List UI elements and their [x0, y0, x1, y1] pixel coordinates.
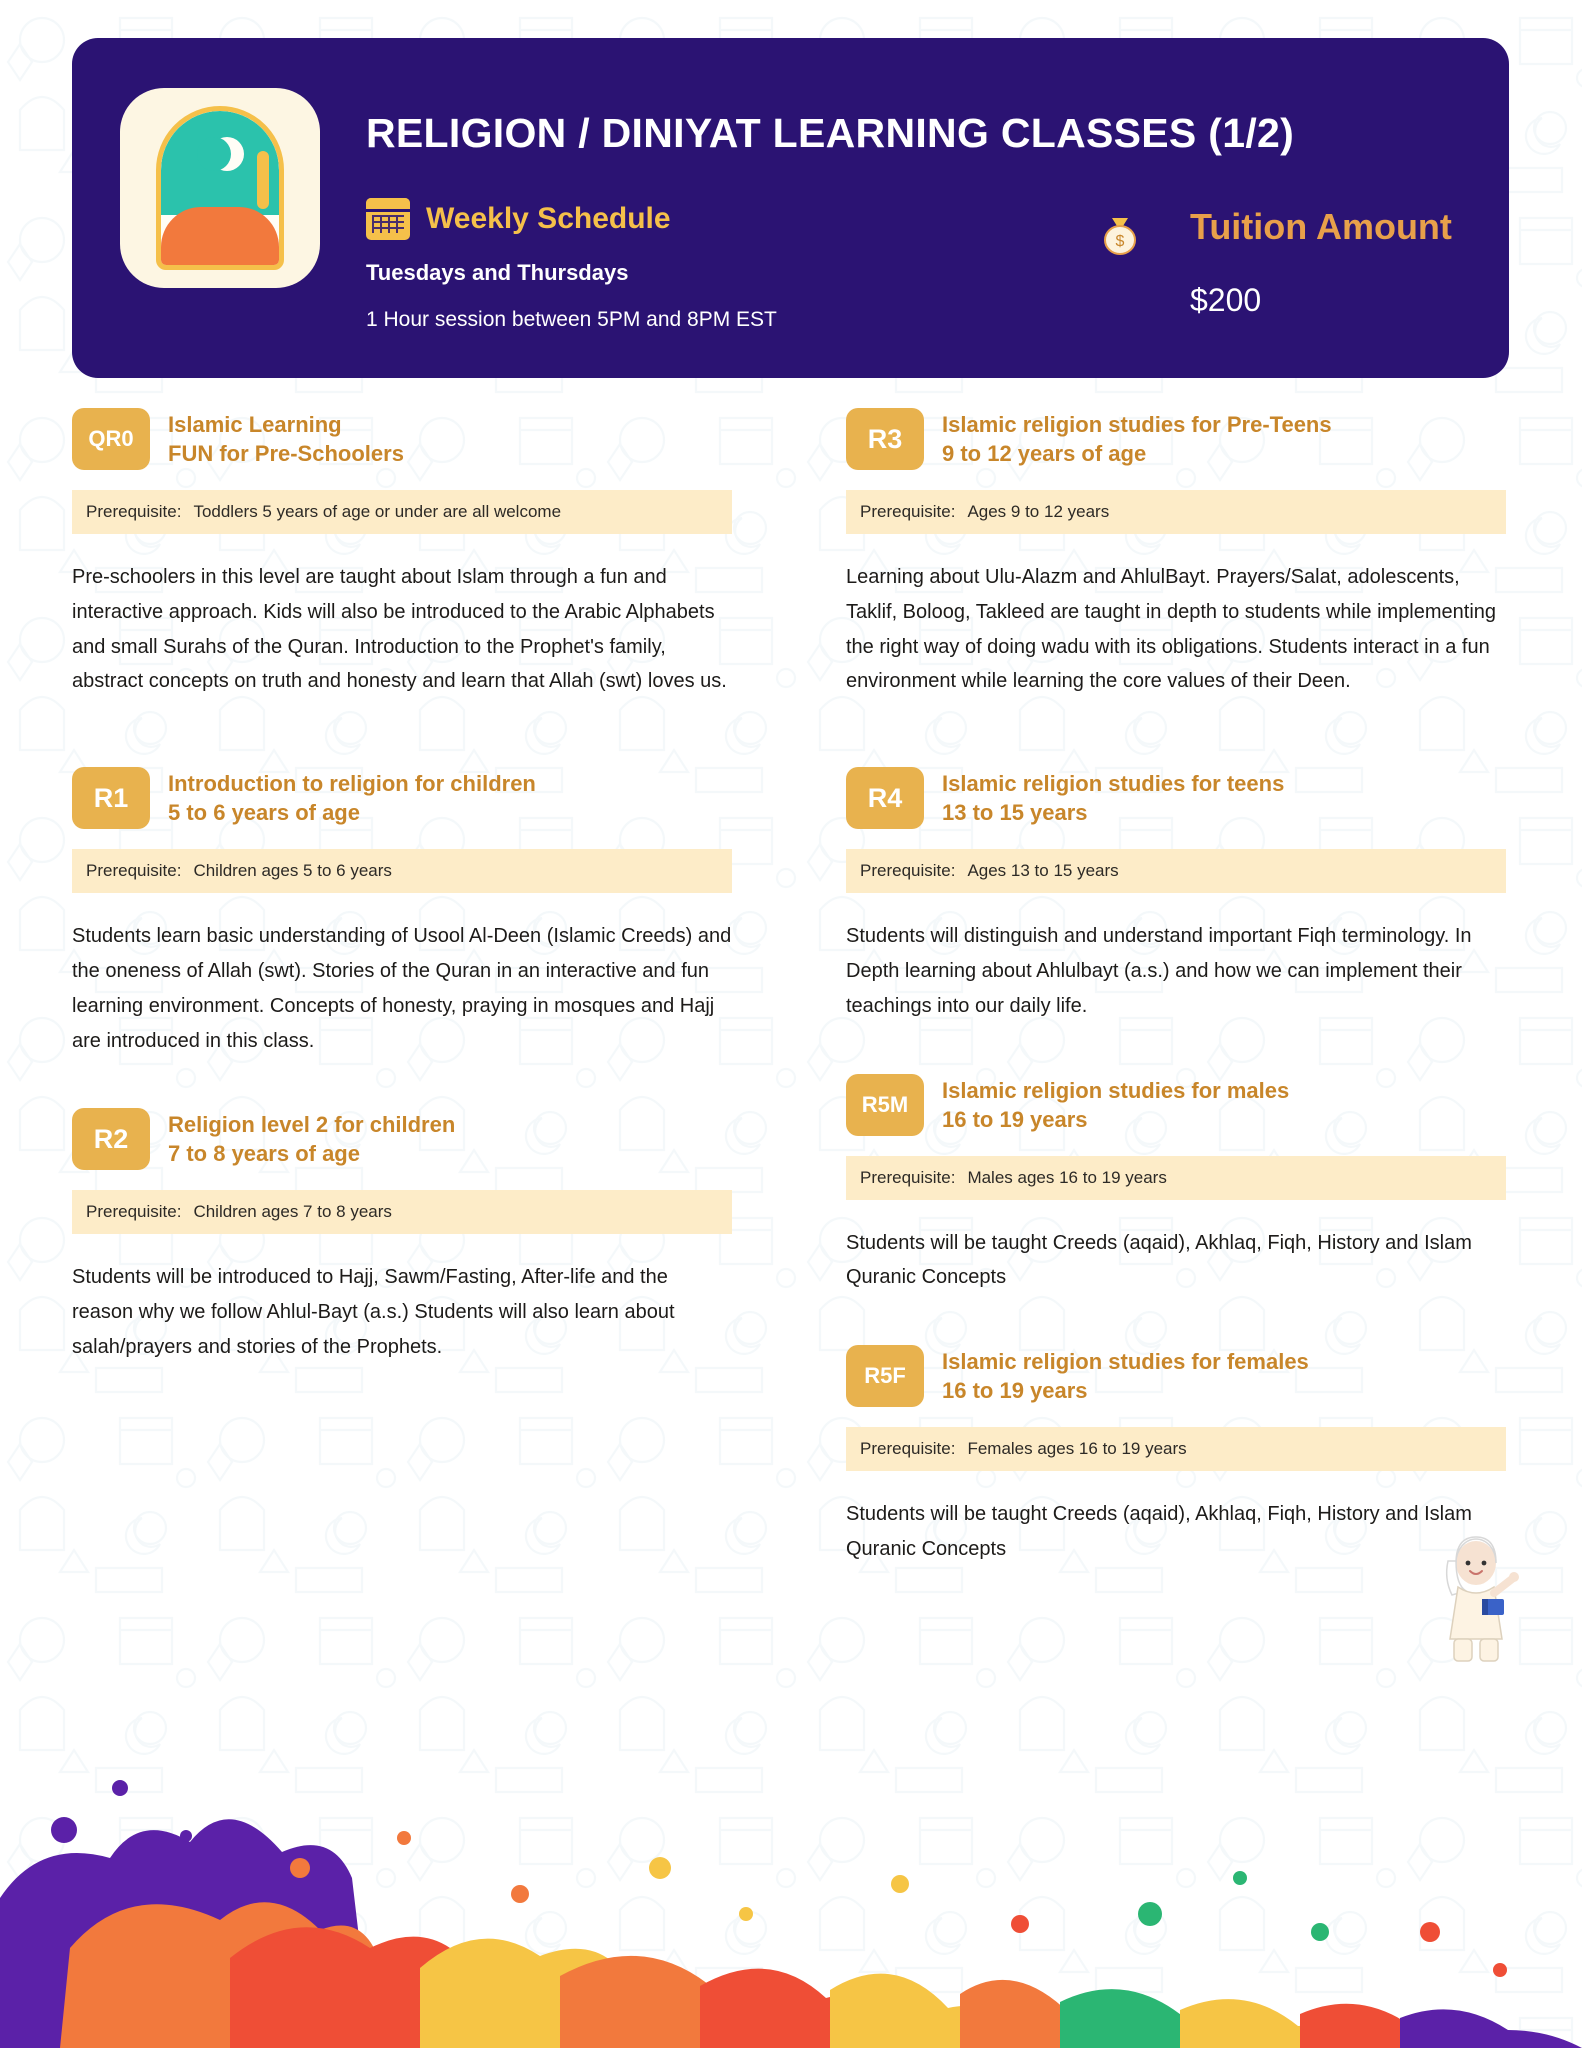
course-description: Pre-schoolers in this level are taught about Islam through a fun and interactive approach. Kids will also be introduced to the Arabic Alphabets and small Surahs of the Quran. Introduction to the Prophet's family, abstract concepts on truth and honesty and learn that Allah (swt) loves us. [72, 566, 727, 693]
svg-text:$: $ [1115, 233, 1125, 250]
prerequisite-bar [846, 849, 1506, 893]
course-titles [942, 767, 1284, 827]
course-header [846, 767, 1506, 829]
prerequisite-bar [846, 1427, 1506, 1471]
course-title-line1: Islamic religion studies for Pre-Teens [942, 412, 1332, 437]
course-title-line1: Islamic religion studies for teens [942, 771, 1285, 797]
course-code-badge: R5F [846, 1345, 924, 1407]
course-card-r4 [846, 767, 1506, 1023]
course-title-line2: 13 to 15 years [942, 800, 1088, 826]
course-title-line2: FUN for Pre-Schoolers [168, 441, 404, 467]
calendar-icon [366, 198, 410, 240]
prerequisite-value: Ages 9 to 12 years [967, 502, 1110, 521]
course-title-line1: Introduction to religion for children [168, 771, 536, 797]
schedule-days: Tuesdays and Thursdays [366, 260, 629, 285]
prerequisite-label: Prerequisite: [860, 1439, 956, 1459]
course-title-line1: Islamic religion studies for males [942, 1077, 1290, 1103]
prerequisite-bar [72, 1190, 732, 1234]
course-code-badge: R2 [72, 1108, 150, 1170]
course-header [72, 408, 732, 470]
paint-splatter-footer [0, 1718, 1582, 2048]
prerequisite-label: Prerequisite: [860, 861, 956, 881]
course-card-r5f [846, 1345, 1506, 1567]
course-titles [168, 1108, 455, 1168]
right-column [846, 408, 1506, 1577]
course-titles [942, 408, 1332, 468]
prerequisite-bar [846, 490, 1506, 534]
course-title-line1: Religion level 2 for children [168, 1112, 456, 1138]
prerequisite-label: Prerequisite: [86, 861, 182, 881]
prerequisite-label: Prerequisite: [860, 502, 956, 521]
course-titles [168, 767, 536, 827]
course-code-badge: R1 [72, 767, 150, 829]
course-code-badge: QR0 [72, 408, 150, 470]
prerequisite-value: Ages 13 to 15 years [967, 861, 1119, 881]
money-bag-icon [1094, 206, 1146, 258]
prerequisite-value: Toddlers 5 years of age or under are all welcome [193, 502, 562, 521]
course-titles [168, 408, 404, 468]
tuition-label: Tuition Amount [1190, 206, 1452, 247]
course-description: Students will be taught Creeds (aqaid), Akhlaq, Fiqh, History and Islam Quranic Concepts [846, 1231, 1472, 1289]
prerequisite-label: Prerequisite: [860, 1167, 956, 1187]
student-illustration [1428, 1533, 1524, 1669]
prerequisite-label: Prerequisite: [86, 1202, 182, 1222]
course-code-badge: R4 [846, 767, 924, 829]
course-card-qr0 [72, 408, 732, 699]
course-code-badge: R3 [846, 408, 924, 470]
schedule-label: Weekly Schedule [426, 202, 671, 235]
prerequisite-value: Females ages 16 to 19 years [967, 1439, 1187, 1459]
course-title-line2: 9 to 12 years of age [942, 441, 1147, 467]
course-title-line1: Islamic Learning [168, 412, 342, 437]
course-titles [942, 1345, 1309, 1405]
course-title-line2: 7 to 8 years of age [168, 1141, 360, 1167]
schedule-heading [366, 198, 671, 240]
header-banner [72, 38, 1509, 378]
course-header [72, 1108, 732, 1170]
course-card-r5m [846, 1074, 1506, 1296]
course-description: Learning about Ulu-Alazm and AhlulBayt. Prayers/Salat, adolescents, Taklif, Boloog, Takleed are taught in depth to students while implementing the right way of doing wadu with its obligations. Students interact in a fun environment while learning the core values of their Deen. [846, 566, 1497, 693]
course-title-line2: 5 to 6 years of age [168, 800, 360, 826]
course-title-line2: 16 to 19 years [942, 1106, 1088, 1132]
course-header [72, 767, 732, 829]
course-description: Students will distinguish and understand important Fiqh terminology. In Depth learning about Ahlulbayt (a.s.) and how we can implement their teachings into our daily life. [846, 925, 1472, 1017]
tuition-amount: $200 [1190, 282, 1262, 318]
prerequisite-label: Prerequisite: [86, 502, 182, 521]
prerequisite-bar [846, 1156, 1506, 1200]
prerequisite-value: Children ages 7 to 8 years [193, 1202, 392, 1222]
prerequisite-value: Children ages 5 to 6 years [193, 861, 392, 881]
course-titles [942, 1074, 1289, 1134]
course-description: Students learn basic understanding of Usool Al-Deen (Islamic Creeds) and the oneness of Allah (swt). Stories of the Quran in an interactive and fun learning environment. Concepts of honesty, praying in mosques and Hajj are introduced in this class. [72, 925, 732, 1052]
course-header [846, 1345, 1506, 1407]
logo-container [120, 88, 320, 288]
prerequisite-bar [72, 849, 732, 893]
page-title: RELIGION / DINIYAT LEARNING CLASSES (1/2) [366, 110, 1295, 156]
course-header [846, 1074, 1506, 1136]
course-header [846, 408, 1506, 470]
course-card-r2 [72, 1108, 732, 1364]
course-card-r3 [846, 408, 1506, 699]
course-description: Students will be taught Creeds (aqaid), Akhlaq, Fiqh, History and Islam Quranic Concepts [846, 1503, 1472, 1560]
course-code-badge: R5M [846, 1074, 924, 1136]
course-title-line1: Islamic religion studies for females [942, 1349, 1309, 1375]
course-card-r1 [72, 767, 732, 1058]
course-title-line2: 16 to 19 years [942, 1378, 1088, 1404]
mosque-book-logo [156, 106, 284, 270]
prerequisite-value: Males ages 16 to 19 years [967, 1167, 1167, 1187]
schedule-time: 1 Hour session between 5PM and 8PM EST [366, 308, 777, 331]
prerequisite-bar [72, 490, 732, 534]
course-description: Students will be introduced to Hajj, Sawm/Fasting, After-life and the reason why we follow Ahlul-Bayt (a.s.) Students will also learn about salah/prayers and stories of the Prophets. [72, 1266, 675, 1358]
left-column [72, 408, 732, 1375]
